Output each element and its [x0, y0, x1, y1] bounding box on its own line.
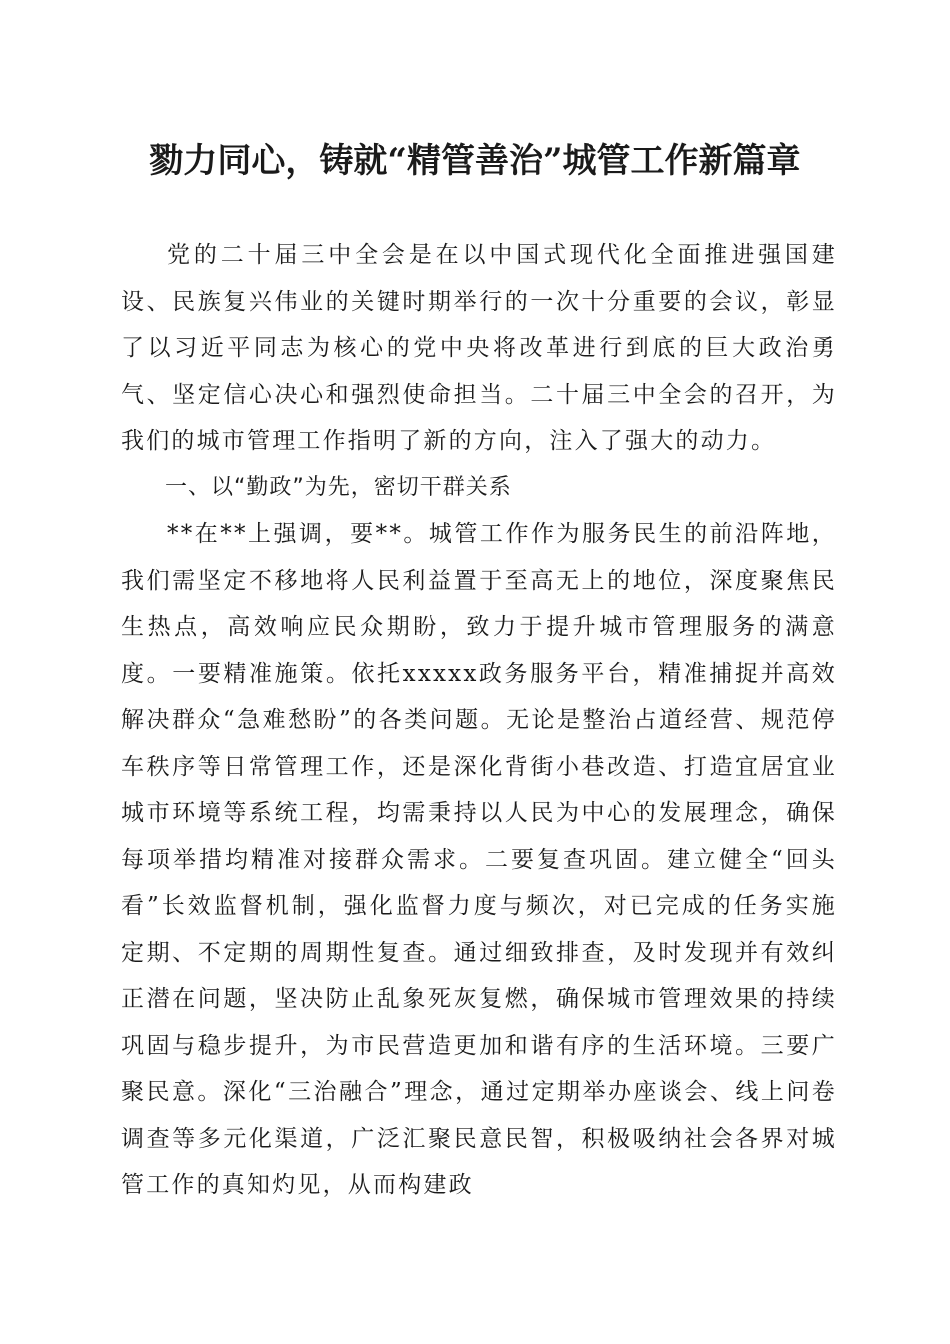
paragraph-section-1: **在**上强调，要**。城管工作作为服务民生的前沿阵地，我们需坚定不移地将人民利益置于至高无上的地位，深度聚焦民生热点，高效响应民众期盼，致力于提升城市管理服务的满意度。一要精准施策。依托xxxxx政务服务平台，精准捕捉并高效解决群众“急难愁盼”的各类问题。无论是整治占道经营、规范停车秩序等日常管理工作，还是深化背街小巷改造、打造宜居宜业城市环境等系统工程，均需秉持以人民为中心的发展理念，确保每项举措均精准对接群众需求。二要复查巩固。建立健全“回头看”长效监督机制，强化监督力度与频次，对已完成的任务实施定期、不定期的周期性复查。通过细致排查，及时发现并有效纠正潜在问题，坚决防止乱象死灰复燃，确保城市管理效果的持续巩固与稳步提升，为市民营造更加和谐有序的生活环境。三要广聚民意。深化“三治融合”理念，通过定期举办座谈会、线上问卷调查等多元化渠道，广泛汇聚民意民智，积极吸纳社会各界对城管工作的真知灼见，从而构建政 [121, 521, 837, 1198]
document-body [121, 232, 837, 1209]
section-heading-1: 一、以“勤政”为先，密切干群关系 [165, 474, 512, 500]
paragraph-intro: 党的二十届三中全会是在以中国式现代化全面推进强国建设、民族复兴伟业的关键时期举行的一次十分重要的会议，彰显了以习近平同志为核心的党中央将改革进行到底的巨大政治勇气、坚定信心决心和强烈使命担当。二十届三中全会的召开，为我们的城市管理工作指明了新的方向，注入了强大的动力。 [121, 242, 837, 454]
document-title: 勠力同心，铸就“精管善治”城管工作新篇章 [149, 141, 801, 181]
